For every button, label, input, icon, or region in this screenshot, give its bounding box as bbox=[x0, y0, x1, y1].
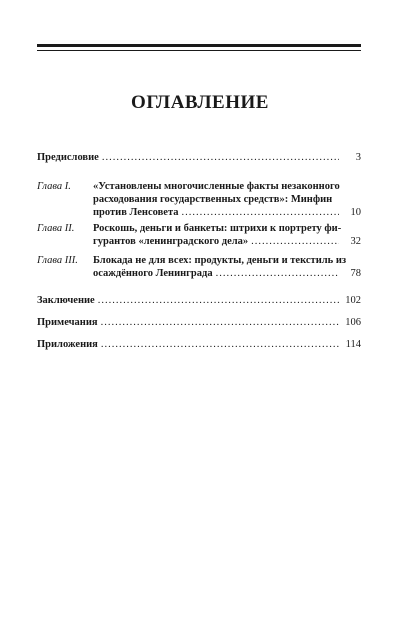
toc-leader-dots bbox=[102, 151, 339, 164]
toc-leader-dots bbox=[101, 338, 339, 351]
toc-leader-dots bbox=[251, 235, 339, 248]
toc-leader-dots bbox=[98, 294, 339, 307]
toc-entry-title-line: Роскошь, деньги и банкеты: штрихи к портрету фи- bbox=[93, 223, 342, 234]
toc-page-number: 106 bbox=[345, 317, 361, 328]
toc-entry-title-line: Приложения bbox=[37, 339, 98, 350]
page-title: ОГЛАВЛЕНИЕ bbox=[131, 92, 269, 113]
toc-entry-title-line: Заключение bbox=[37, 295, 95, 306]
toc-page-number: 3 bbox=[355, 152, 361, 163]
toc-leader-dots bbox=[101, 316, 339, 329]
toc-page-number: 32 bbox=[350, 236, 361, 247]
toc-entry-title-line: расходования государственных средств»: Минфин bbox=[93, 194, 333, 205]
toc-page-number: 102 bbox=[345, 295, 361, 306]
toc-entry-title-line: Примечания bbox=[37, 317, 98, 328]
toc-leader-dots bbox=[216, 267, 339, 280]
toc-page-number: 78 bbox=[350, 268, 361, 279]
toc-entry-title-line: «Установлены многочисленные факты незаконного bbox=[93, 181, 340, 192]
toc-page-number: 10 bbox=[350, 207, 361, 218]
toc-chapter-label: Глава II. bbox=[37, 223, 75, 234]
toc-chapter-label: Глава III. bbox=[37, 255, 78, 266]
toc-entry-title-line: Предисловие bbox=[37, 152, 99, 163]
top-rule-thin bbox=[37, 50, 361, 51]
toc-chapter-label: Глава I. bbox=[37, 181, 71, 192]
top-rule-thick bbox=[37, 44, 361, 47]
toc-leader-dots bbox=[181, 206, 339, 219]
toc-entry-title-line: против Ленсовета bbox=[93, 207, 179, 218]
toc-entry-title-line: осаждённого Ленинграда bbox=[93, 268, 213, 279]
toc-entry-title-line: Блокада не для всех: продукты, деньги и текстиль из bbox=[93, 255, 347, 266]
toc-entry-title-line: гурантов «ленинградского дела» bbox=[93, 236, 249, 247]
toc-page-number: 114 bbox=[345, 339, 361, 350]
